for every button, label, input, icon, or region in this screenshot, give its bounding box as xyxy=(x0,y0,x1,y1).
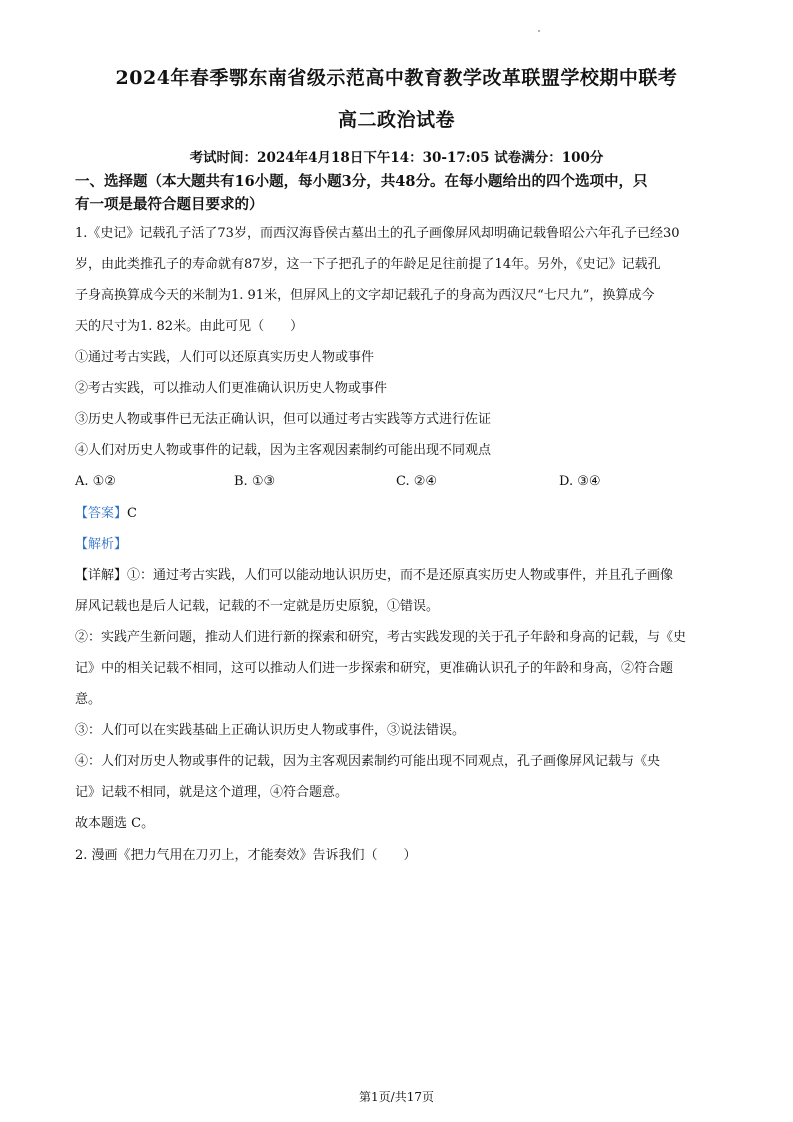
q1-detail-line-4: 记》中的相关记载不相同，这可以推动人们进一步探索和研究，更准确认识孔子的年龄和身高，②符合题 xyxy=(75,661,674,676)
q1-answer xyxy=(75,504,137,524)
q2-stem: 2. 漫画《把力气用在刀刃上，才能奏效》告诉我们（ ） xyxy=(75,848,417,863)
q1-detail-line-2: 屏风记载也是后人记载，记载的不一定就是历史原貌，①错误。 xyxy=(75,599,440,614)
q1-detail-line-8: 记》记载不相同，就是这个道理，④符合题意。 xyxy=(75,785,349,800)
q1-statement-3: ③历史人物或事件已无法正确认识，但可以通过考古实践等方式进行佐证 xyxy=(75,412,492,427)
q1-stem-line-3: 子身高换算成今天的米制为1. 91米，但屏风上的文字却记载孔子的身高为西汉尺“七尺九”，换算成今 xyxy=(75,288,655,303)
q1-detail-line-7: ④：人们对历史人物或事件的记载，因为主客观因素制约可能出现不同观点，孔子画像屏风记载与《央 xyxy=(75,754,661,769)
q1-detail-line-9: 故本题选 C。 xyxy=(75,816,155,831)
section-heading-line1: 一、选择题（本大题共有16小题，每小题3分，共48分。在每小题给出的四个选项中，只 xyxy=(75,173,648,190)
q1-detail-line-5: 意。 xyxy=(75,692,102,707)
answer-value: C xyxy=(127,506,137,521)
q1-statement-1: ①通过考古实践，人们可以还原真实历史人物或事件 xyxy=(75,350,375,365)
q1-option-c: C. ②④ xyxy=(396,474,438,489)
q1-detail-line-1: 【详解】①：通过考古实践，人们可以能动地认识历史，而不是还原真实历史人物或事件，并且孔子画像 xyxy=(75,568,674,583)
q1-option-d: D. ③④ xyxy=(559,474,601,489)
section-heading-line2: 有一项是最符合题目要求的） xyxy=(75,196,264,213)
q1-statement-2: ②考古实践，可以推动人们更准确认识历史人物或事件 xyxy=(75,381,388,396)
q1-stem-line-1: 1.《史记》记载孔子活了73岁，而西汉海昏侯古墓出土的孔子画像屏风却明确记载鲁昭公六年孔子已经30 xyxy=(75,226,680,241)
page-number: 第1页/共17页 xyxy=(359,1090,434,1104)
exam-title: 2024年春季鄂东南省级示范高中教育教学改革联盟学校期中联考 xyxy=(115,67,678,89)
q1-statement-4: ④人们对历史人物或事件的记载，因为主客观因素制约可能出现不同观点 xyxy=(75,443,492,458)
section-heading xyxy=(75,170,735,216)
scan-dot xyxy=(538,30,540,32)
q1-detail-line-6: ③：人们可以在实践基础上正确认识历史人物或事件，③说法错误。 xyxy=(75,723,466,738)
q1-stem-line-4: 天的尺寸为1. 82米。由此可见（ ） xyxy=(75,319,304,334)
answer-tag: 【答案】 xyxy=(75,506,128,521)
analysis-tag: 【解析】 xyxy=(75,537,128,552)
exam-info: 考试时间：2024年4月18日下午14：30-17:05 试卷满分：100分 xyxy=(189,150,604,166)
q1-option-a: A. ①② xyxy=(75,474,116,489)
q1-detail-line-3: ②：实践产生新问题，推动人们进行新的探索和研究，考古实践发现的关于孔子年龄和身高的记载，与《史 xyxy=(75,630,687,645)
q1-option-b: B. ①③ xyxy=(234,474,276,489)
exam-subject-title: 高二政治试卷 xyxy=(337,109,455,131)
q1-stem-line-2: 岁，由此类推孔子的寿命就有87岁，这一下子把孔子的年龄足足往前提了14年。另外，《史记》记载孔 xyxy=(75,257,661,272)
